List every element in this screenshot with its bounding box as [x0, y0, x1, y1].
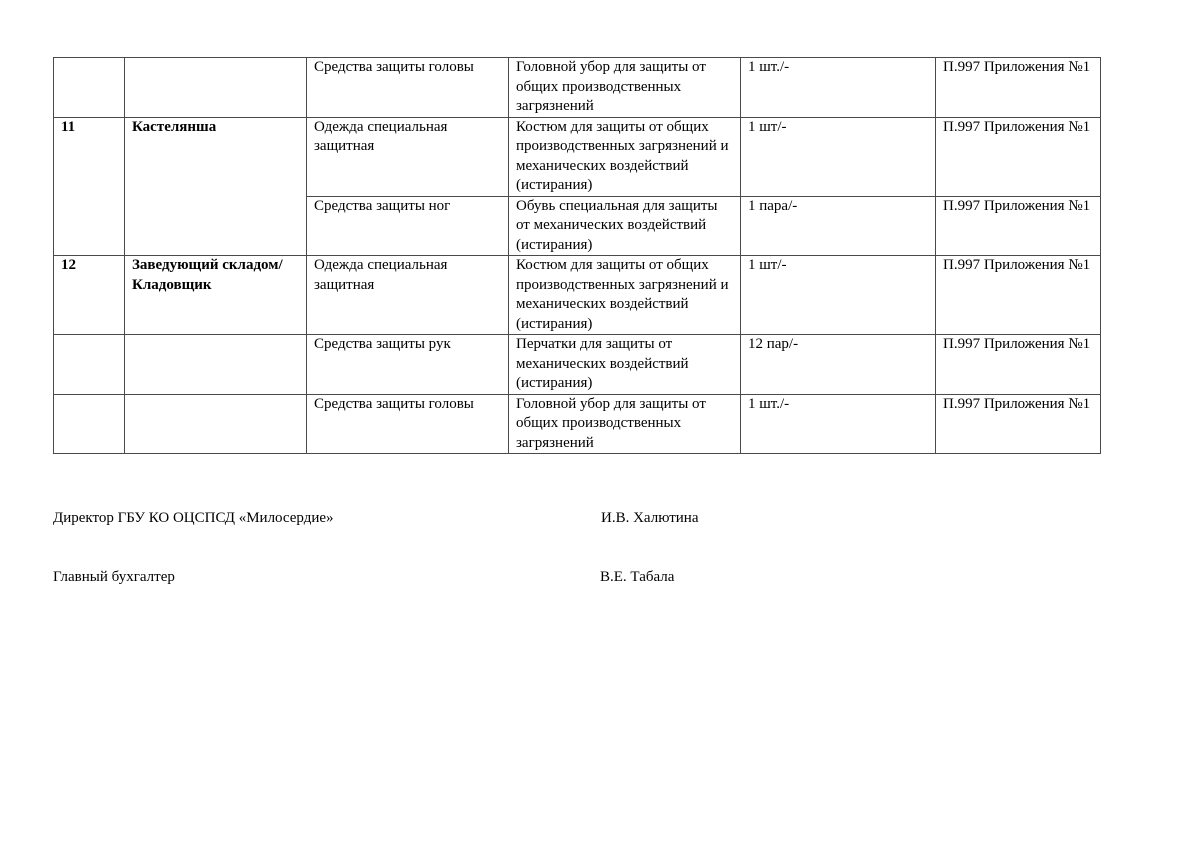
table-row	[54, 58, 1101, 118]
reference-cell: П.997 Приложения №1	[936, 256, 1101, 335]
row-number-cell: 12	[54, 256, 125, 335]
ppe-item-cell: Головной убор для защиты от общих производственных загрязнений	[509, 394, 741, 454]
quantity-cell: 1 шт./-	[741, 58, 936, 118]
reference-cell: П.997 Приложения №1	[936, 394, 1101, 454]
table-row	[54, 335, 1101, 395]
reference-cell: П.997 Приложения №1	[936, 196, 1101, 256]
position-cell: Заведующий складом/Кладовщик	[125, 256, 307, 335]
ppe-item-cell: Обувь специальная для защиты от механических воздействий (истирания)	[509, 196, 741, 256]
row-number-cell	[54, 394, 125, 454]
row-number-cell	[54, 335, 125, 395]
table-row	[54, 256, 1101, 335]
reference-cell: П.997 Приложения №1	[936, 117, 1101, 196]
accountant-name: В.Е. Табала	[600, 569, 675, 585]
quantity-cell: 1 пара/-	[741, 196, 936, 256]
reference-cell: П.997 Приложения №1	[936, 58, 1101, 118]
ppe-category-cell: Одежда специальная защитная	[307, 256, 509, 335]
ppe-category-cell: Одежда специальная защитная	[307, 117, 509, 196]
reference-cell: П.997 Приложения №1	[936, 335, 1101, 395]
row-number-cell	[54, 58, 125, 118]
quantity-cell: 12 пар/-	[741, 335, 936, 395]
ppe-item-cell: Перчатки для защиты от механических воздействий (истирания)	[509, 335, 741, 395]
position-cell: Кастелянша	[125, 117, 307, 256]
table-row	[54, 394, 1101, 454]
ppe-item-cell: Костюм для защиты от общих производственных загрязнений и механических воздействий (истирания)	[509, 117, 741, 196]
accountant-title: Главный бухгалтер	[53, 569, 175, 585]
ppe-item-cell: Головной убор для защиты от общих производственных загрязнений	[509, 58, 741, 118]
row-number-cell: 11	[54, 117, 125, 256]
position-cell	[125, 335, 307, 395]
ppe-item-cell: Костюм для защиты от общих производственных загрязнений и механических воздействий (истирания)	[509, 256, 741, 335]
ppe-category-cell: Средства защиты рук	[307, 335, 509, 395]
ppe-category-cell: Средства защиты головы	[307, 394, 509, 454]
director-name: И.В. Халютина	[601, 510, 699, 526]
ppe-category-cell: Средства защиты ног	[307, 196, 509, 256]
table-row	[54, 117, 1101, 196]
ppe-category-cell: Средства защиты головы	[307, 58, 509, 118]
position-cell	[125, 58, 307, 118]
position-cell	[125, 394, 307, 454]
quantity-cell: 1 шт/-	[741, 256, 936, 335]
quantity-cell: 1 шт/-	[741, 117, 936, 196]
quantity-cell: 1 шт./-	[741, 394, 936, 454]
director-title: Директор ГБУ КО ОЦСПСД «Милосердие»	[53, 510, 334, 526]
ppe-norms-table	[53, 57, 1101, 454]
